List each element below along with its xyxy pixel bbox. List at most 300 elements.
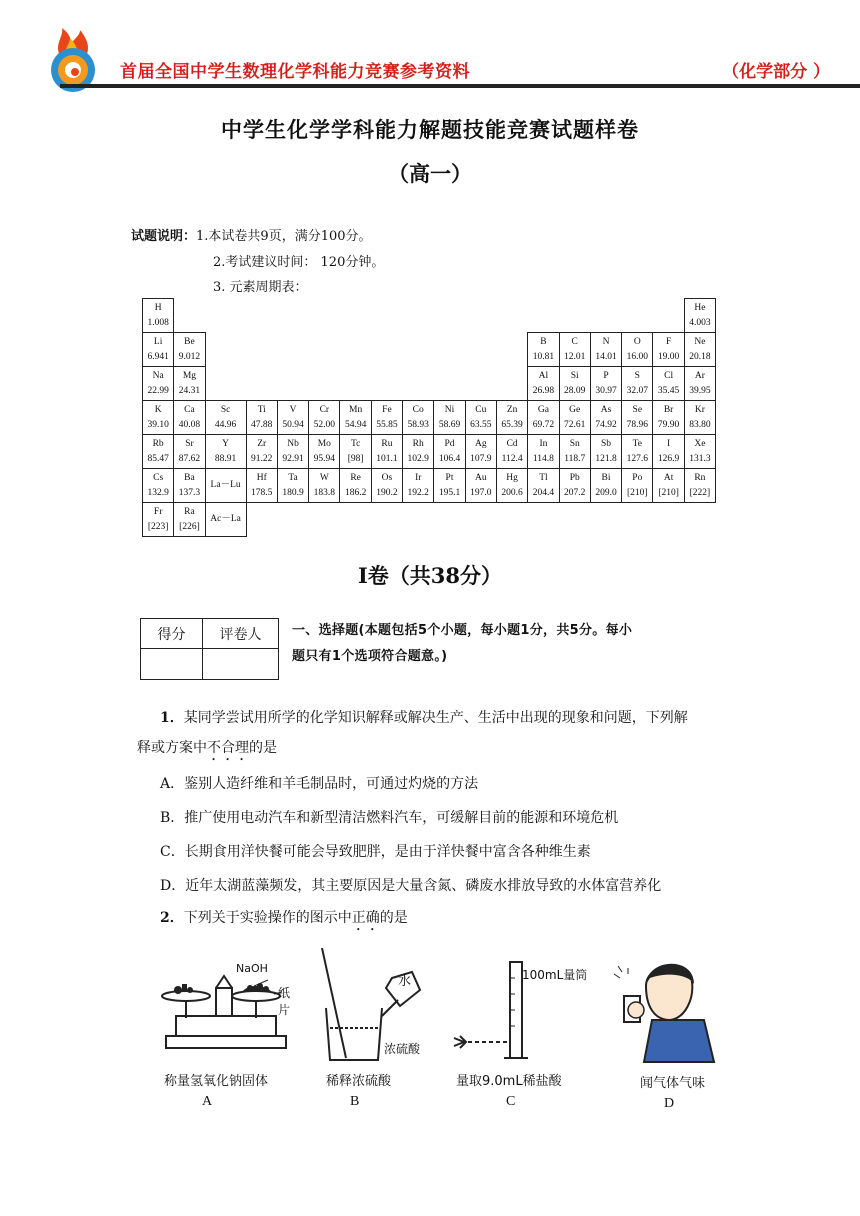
element-cell: [684, 367, 715, 401]
element-mass: 35.45: [657, 385, 680, 396]
element-cell: [403, 469, 434, 503]
empty-cell: [559, 299, 590, 333]
element-cell: [622, 401, 653, 435]
element-cell: [653, 401, 684, 435]
figure-a-letter: A: [202, 1094, 213, 1109]
element-cell: [371, 469, 402, 503]
element-mass: 1.008: [147, 317, 169, 328]
element-cell: [143, 401, 174, 435]
element-mass: 209.0: [595, 487, 617, 498]
score-header: 得分: [141, 619, 203, 649]
element-cell: [174, 333, 205, 367]
question-1-number: 1．: [160, 710, 184, 726]
element-cell: [143, 469, 174, 503]
element-cell: [174, 367, 205, 401]
empty-cell: [205, 367, 246, 401]
element-symbol: Sc: [220, 404, 231, 415]
empty-cell: [434, 503, 465, 537]
element-mass: [222]: [689, 487, 711, 498]
periodic-table: [142, 298, 716, 537]
question-1-line-1: [160, 708, 688, 728]
element-cell: [528, 333, 559, 367]
figure-c: [452, 948, 602, 1118]
element-symbol: Tc: [350, 438, 361, 449]
element-cell: [340, 469, 371, 503]
element-mass: 40.08: [178, 419, 201, 430]
element-mass: 131.3: [689, 453, 711, 464]
question-2-emphasis: 正确: [351, 910, 380, 926]
element-symbol: In: [539, 438, 548, 449]
element-mass: 178.5: [251, 487, 273, 498]
empty-cell: [277, 333, 308, 367]
water-label: 水: [398, 974, 412, 989]
element-symbol: He: [694, 302, 706, 313]
element-mass: 39.10: [147, 419, 169, 430]
question-2-figures: [156, 948, 726, 1118]
balance-scale-drawing: [156, 948, 296, 1078]
element-cell: [590, 333, 621, 367]
figure-c-caption: 量取9.0mL稀盐酸: [456, 1074, 562, 1089]
dilution-drawing: [316, 948, 446, 1078]
question-1-line-2: [137, 738, 277, 764]
figure-a: [156, 948, 296, 1118]
element-symbol: Ag: [475, 438, 487, 449]
element-symbol: Xe: [694, 438, 706, 449]
periodic-table-row: [143, 401, 716, 435]
figure-b-letter: B: [350, 1094, 360, 1109]
element-symbol: Ca: [184, 404, 195, 415]
element-mass: 91.22: [251, 453, 273, 464]
periodic-table-row: [143, 435, 716, 469]
smelling-gas-drawing: [606, 948, 726, 1078]
exam-title: 中学生化学学科能力解题技能竞赛试题样卷: [221, 117, 639, 142]
element-cell: [559, 469, 590, 503]
element-symbol: Ga: [537, 404, 549, 415]
element-mass: 79.90: [657, 419, 680, 430]
element-cell: [309, 401, 340, 435]
element-cell: [277, 401, 308, 435]
header-title: 首届全国中学生数理化学科能力竞赛参考资料: [120, 62, 470, 82]
element-cell: [246, 401, 277, 435]
page-header: [0, 0, 860, 100]
figure-a-caption: 称量氢氧化钠固体: [164, 1074, 269, 1089]
element-mass: 121.8: [595, 453, 617, 464]
element-mass: 58.93: [407, 419, 429, 430]
element-cell: [496, 435, 527, 469]
empty-cell: [174, 299, 205, 333]
element-cell: [465, 469, 496, 503]
element-cell: [143, 299, 174, 333]
element-mass: 19.00: [657, 351, 680, 362]
element-cell: [143, 435, 174, 469]
element-cell: [590, 435, 621, 469]
figure-c-letter: C: [506, 1094, 516, 1109]
empty-cell: [340, 367, 371, 401]
element-mass: 87.62: [178, 453, 201, 464]
grader-header: 评卷人: [203, 619, 279, 649]
element-symbol: Rh: [412, 438, 424, 449]
element-cell: [143, 503, 174, 537]
element-cell: [559, 435, 590, 469]
element-mass: 39.95: [689, 385, 711, 396]
naoh-label: NaOH: [236, 962, 268, 975]
element-symbol: Au: [475, 472, 487, 483]
empty-cell: [465, 333, 496, 367]
element-cell: [246, 435, 277, 469]
element-cell: [371, 435, 402, 469]
empty-cell: [309, 503, 340, 537]
element-symbol: Ir: [415, 472, 422, 483]
element-cell: [496, 469, 527, 503]
figure-b: [316, 948, 446, 1118]
element-symbol: Ba: [184, 472, 195, 483]
element-mass: 50.94: [282, 419, 304, 430]
empty-cell: [465, 503, 496, 537]
empty-cell: [309, 367, 340, 401]
empty-cell: [403, 503, 434, 537]
element-mass: 204.4: [532, 487, 555, 498]
element-mass: 190.2: [376, 487, 398, 498]
empty-cell: [340, 503, 371, 537]
part1-line-2: 题只有1个选项符合题意。): [292, 649, 448, 664]
question-1-text-b: 释或方案中: [137, 740, 207, 756]
figure-d: [606, 948, 726, 1118]
element-mass: 186.2: [344, 487, 367, 498]
element-symbol: Rn: [694, 472, 706, 483]
element-symbol: Ru: [381, 438, 393, 449]
element-mass: 12.01: [564, 351, 586, 362]
element-cell: [684, 333, 715, 367]
element-cell: [465, 435, 496, 469]
element-cell: [340, 401, 371, 435]
empty-cell: [653, 503, 684, 537]
periodic-table-row: [143, 299, 716, 333]
element-mass: 114.8: [532, 453, 554, 464]
empty-cell: [528, 299, 559, 333]
element-cell: [684, 299, 715, 333]
element-mass: 83.80: [689, 419, 711, 430]
element-mass: 183.8: [313, 487, 336, 498]
element-symbol: Ne: [694, 336, 706, 347]
empty-cell: [622, 299, 653, 333]
exam-subtitle: （高一）: [388, 161, 472, 186]
element-symbol: Os: [381, 472, 393, 483]
empty-cell: [277, 503, 308, 537]
element-symbol: Ni: [444, 404, 455, 415]
element-cell: [143, 333, 174, 367]
element-mass: [226]: [179, 521, 200, 532]
element-mass: 30.97: [595, 385, 617, 396]
element-mass: 112.4: [501, 453, 523, 464]
element-mass: 16.00: [626, 351, 648, 362]
element-cell: [246, 469, 277, 503]
element-symbol: I: [667, 438, 671, 449]
cylinder-label: 100mL量筒: [522, 968, 588, 982]
element-symbol: C: [571, 336, 578, 347]
element-symbol: Fe: [382, 404, 392, 415]
empty-cell: [403, 367, 434, 401]
empty-cell: [371, 367, 402, 401]
element-symbol: Kr: [694, 404, 705, 415]
element-symbol: Cl: [664, 370, 674, 381]
element-symbol: Cu: [475, 404, 487, 415]
instructions-line-3: 3. 元素周期表：: [213, 280, 308, 295]
question-2-number: 2．: [160, 910, 184, 926]
element-mass: 44.96: [214, 419, 237, 430]
element-cell: [622, 435, 653, 469]
element-symbol: Ra: [184, 506, 195, 517]
element-mass: [223]: [147, 521, 169, 532]
instructions-label: 试题说明：: [131, 229, 197, 244]
element-symbol: Re: [350, 472, 361, 483]
element-cell: [371, 401, 402, 435]
empty-cell: [309, 299, 340, 333]
empty-cell: [403, 333, 434, 367]
empty-cell: [496, 333, 527, 367]
empty-cell: [371, 333, 402, 367]
empty-cell: [590, 503, 621, 537]
empty-cell: [403, 299, 434, 333]
element-mass: 63.55: [470, 419, 492, 430]
element-mass: 6.941: [147, 351, 169, 362]
element-cell: [559, 333, 590, 367]
element-mass: 24.31: [178, 385, 201, 396]
element-mass: 102.9: [407, 453, 429, 464]
element-symbol: At: [663, 472, 674, 483]
element-symbol: P: [603, 370, 609, 381]
element-symbol: Mo: [317, 438, 331, 449]
element-symbol: Zr: [257, 438, 267, 449]
element-symbol: Ta: [288, 472, 298, 483]
empty-cell: [496, 367, 527, 401]
element-mass: 200.6: [501, 487, 523, 498]
element-cell: [434, 435, 465, 469]
periodic-table-row: [143, 333, 716, 367]
element-cell: [205, 401, 246, 435]
element-mass: 54.94: [344, 419, 367, 430]
periodic-table-row: [143, 367, 716, 401]
element-cell: [653, 367, 684, 401]
element-cell: [653, 333, 684, 367]
empty-cell: [205, 299, 246, 333]
empty-cell: [496, 503, 527, 537]
element-symbol: Si: [570, 370, 579, 381]
element-mass: 195.1: [438, 487, 461, 498]
element-symbol: V: [289, 404, 297, 415]
element-cell: [174, 401, 205, 435]
element-cell: [309, 469, 340, 503]
empty-cell: [340, 299, 371, 333]
part1-line-1: 一、选择题(本题包括5个小题，每小题1分，共5分。每小: [292, 623, 633, 638]
element-cell: [434, 469, 465, 503]
element-symbol: Be: [184, 336, 195, 347]
element-symbol: Br: [663, 404, 674, 415]
empty-cell: [496, 299, 527, 333]
element-symbol: Na: [152, 370, 164, 381]
element-cell: [590, 469, 621, 503]
element-symbol: N: [602, 336, 610, 347]
empty-cell: [684, 503, 715, 537]
empty-cell: [434, 299, 465, 333]
question-1-text-a: 某同学尝试用所学的化学知识解释或解决生产、生活中出现的现象和问题，下列解: [183, 710, 688, 726]
element-mass: 10.81: [532, 351, 555, 362]
element-mass: 26.98: [532, 385, 555, 396]
element-symbol: Nb: [287, 438, 299, 449]
figure-d-caption: 闻气体气味: [640, 1076, 706, 1091]
element-mass: 95.94: [313, 453, 336, 464]
element-symbol: Y: [222, 438, 230, 449]
element-cell: [653, 469, 684, 503]
element-symbol: H: [154, 302, 162, 313]
element-cell: [174, 503, 205, 537]
empty-cell: [277, 299, 308, 333]
figure-b-caption: 稀释浓硫酸: [326, 1074, 392, 1089]
element-symbol: Ar: [694, 370, 705, 381]
element-mass: 88.91: [214, 453, 237, 464]
element-symbol: Tl: [539, 472, 548, 483]
instructions-line-1: [131, 228, 372, 246]
element-mass: 65.39: [501, 419, 523, 430]
element-cell: [622, 469, 653, 503]
question-1-text-c: 的是: [249, 740, 277, 756]
option-a: A．鉴别人造纤维和羊毛制品时，可通过灼烧的方法: [160, 776, 479, 792]
element-cell: [559, 367, 590, 401]
element-symbol: Hg: [506, 472, 518, 483]
element-mass: 14.01: [595, 351, 617, 362]
element-mass: 28.09: [564, 385, 586, 396]
element-symbol: Ac－La: [210, 514, 241, 524]
grader-cell: [203, 649, 279, 680]
element-symbol: Cs: [153, 472, 164, 483]
empty-cell: [340, 333, 371, 367]
element-symbol: K: [154, 404, 162, 415]
score-cell: [141, 649, 203, 680]
element-mass: 47.88: [251, 419, 273, 430]
element-symbol: Po: [632, 472, 643, 483]
element-mass: [210]: [658, 487, 679, 498]
element-symbol: Ge: [569, 404, 581, 415]
element-mass: 69.72: [532, 419, 555, 430]
paper-label: 纸片: [278, 986, 291, 1017]
element-mass: 20.18: [689, 351, 711, 362]
empty-cell: [246, 367, 277, 401]
element-cell: [205, 469, 246, 503]
element-cell: [684, 401, 715, 435]
question-2-text-a: 下列关于实验操作的图示中: [183, 910, 352, 926]
element-mass: 74.92: [595, 419, 617, 430]
element-mass: 126.9: [657, 453, 680, 464]
element-symbol: Fr: [153, 506, 163, 517]
score-table: [140, 618, 279, 680]
element-cell: [653, 435, 684, 469]
element-symbol: S: [634, 370, 640, 381]
element-symbol: F: [665, 336, 672, 347]
element-symbol: Ti: [257, 404, 266, 415]
element-mass: 207.2: [564, 487, 586, 498]
element-cell: [528, 469, 559, 503]
element-symbol: Sb: [600, 438, 612, 449]
element-cell: [528, 401, 559, 435]
element-symbol: Pb: [569, 472, 580, 483]
element-symbol: Cd: [506, 438, 518, 449]
element-mass: 72.61: [564, 419, 586, 430]
element-mass: 92.91: [282, 453, 304, 464]
element-cell: [174, 469, 205, 503]
element-cell: [622, 367, 653, 401]
header-divider: [60, 84, 860, 88]
element-symbol: Mn: [349, 404, 363, 415]
element-symbol: O: [633, 336, 641, 347]
element-symbol: Li: [153, 336, 163, 347]
element-mass: 22.99: [147, 385, 169, 396]
element-cell: [528, 367, 559, 401]
element-symbol: B: [540, 336, 547, 347]
empty-cell: [371, 299, 402, 333]
element-mass: 85.47: [147, 453, 169, 464]
question-2-text-b: 的是: [379, 910, 408, 926]
element-mass: 55.85: [376, 419, 398, 430]
empty-cell: [434, 367, 465, 401]
element-cell: [277, 469, 308, 503]
option-c: C．长期食用洋快餐可能会导致肥胖，是由于洋快餐中富含各种维生素: [160, 844, 591, 860]
element-symbol: Sn: [569, 438, 580, 449]
element-symbol: Zn: [506, 404, 518, 415]
part1-instructions: [292, 618, 732, 670]
element-symbol: As: [600, 404, 612, 415]
element-mass: 192.2: [407, 487, 429, 498]
empty-cell: [246, 333, 277, 367]
element-mass: 132.9: [147, 487, 169, 498]
empty-cell: [246, 299, 277, 333]
element-mass: 58.69: [438, 419, 461, 430]
element-cell: [174, 435, 205, 469]
empty-cell: [465, 367, 496, 401]
element-cell: [277, 435, 308, 469]
empty-cell: [622, 503, 653, 537]
element-cell: [622, 333, 653, 367]
element-symbol: Sr: [185, 438, 194, 449]
element-mass: [210]: [627, 487, 648, 498]
element-cell: [205, 503, 246, 537]
element-mass: 4.003: [689, 317, 711, 328]
element-cell: [590, 401, 621, 435]
element-mass: 118.7: [564, 453, 586, 464]
element-symbol: La－Lu: [210, 480, 241, 490]
empty-cell: [653, 299, 684, 333]
element-mass: 127.6: [626, 453, 648, 464]
periodic-table-row: [143, 469, 716, 503]
empty-cell: [309, 333, 340, 367]
element-symbol: Pt: [445, 472, 454, 483]
empty-cell: [434, 333, 465, 367]
element-cell: [684, 435, 715, 469]
instructions-line-2: 2.考试建议时间： 120分钟。: [213, 255, 385, 270]
element-mass: 78.96: [626, 419, 648, 430]
empty-cell: [205, 333, 246, 367]
option-b: B．推广使用电动汽车和新型清洁燃料汽车，可缓解目前的能源和环境危机: [160, 810, 619, 826]
element-symbol: Rb: [152, 438, 164, 449]
empty-cell: [559, 503, 590, 537]
element-cell: [465, 401, 496, 435]
element-cell: [403, 401, 434, 435]
element-symbol: Cr: [319, 404, 330, 415]
element-cell: [309, 435, 340, 469]
empty-cell: [277, 367, 308, 401]
element-cell: [205, 435, 246, 469]
element-cell: [434, 401, 465, 435]
element-symbol: Bi: [601, 472, 611, 483]
question-2-line-1: [160, 908, 408, 934]
